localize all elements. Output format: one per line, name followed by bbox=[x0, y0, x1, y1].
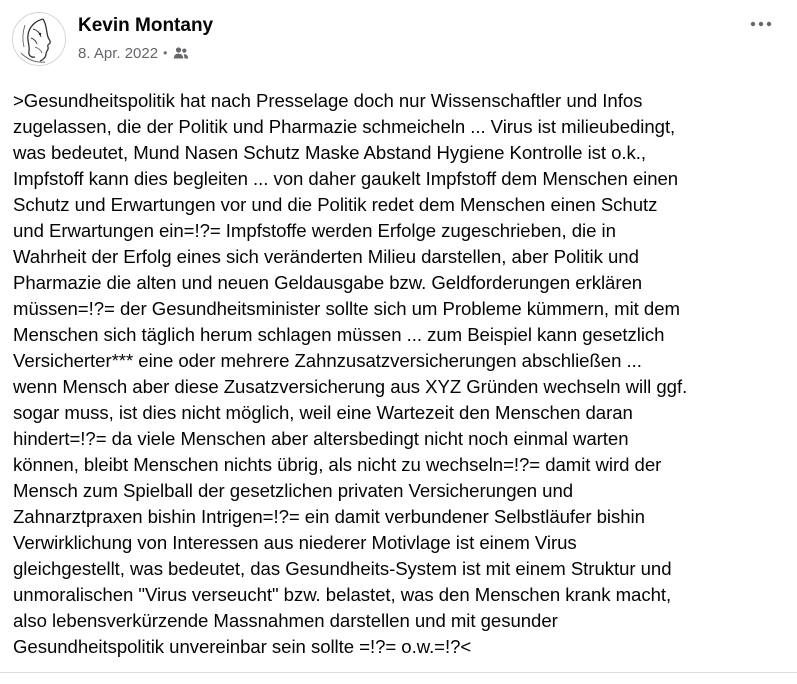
divider bbox=[0, 672, 797, 673]
more-options-button[interactable] bbox=[743, 10, 779, 38]
more-dots-icon bbox=[750, 21, 772, 27]
meta-separator: • bbox=[163, 46, 168, 60]
friends-icon[interactable] bbox=[173, 46, 189, 60]
avatar-sketch-icon bbox=[13, 13, 65, 65]
author-name[interactable]: Kevin Montany bbox=[78, 15, 214, 36]
post-date[interactable]: 8. Apr. 2022 bbox=[78, 44, 159, 62]
post-body-text: >Gesundheitspolitik hat nach Presselage doch nur Wissenschaftler und Infos zugelassen, die der Politik und Pharmazie schmeicheln ... Virus ist milieubedingt, was bedeutet, Mund Nasen Schutz Maske Abstand Hygiene Kontrolle ist o.k., Impfstoff kann dies begleiten ... von daher gaukelt Impfstoff dem Menschen einen Schutz und Erwartungen vor und die Politik redet dem Menschen einen Schutz und Erwartungen ein=!?= Impfstoffe werden Erfolge zugeschrieben, die in Wahrheit der Erfolg eines sich veränderten Milieu darstellen, aber Politik und Pharmazie die alten und neuen Geldausgabe bzw. Geldforderungen erklären müssen=!?= der Gesundheitsminister sollte sich um Probleme kümmern, mit dem Menschen sich täglich herum schlagen müssen ... zum Beispiel kann gesetzlich Versicherter*** eine oder mehrere Zahnzusatzversicherungen abschließen ... wenn Mensch aber diese Zusatzversicherung aus XYZ Gründen wechseln will ggf. sogar muss, ist dies nicht möglich, weil eine Wartezeit den Menschen daran hindert=!?= da viele Menschen aber altersbedingt nicht noch einmal warten können, bleibt Menschen nichts übrig, als nicht zu wechseln=!?= damit wird der Mensch zum Spielball der gesetzlichen privaten Versicherungen und Zahnarztpraxen bishin Intrigen=!?= ein damit verbundener Selbstläufer bishin Verwirklichung von Interessen aus niederer Motivlage ist einem Virus gleichgestellt, was bedeutet, das Gesundheits-System ist mit einem Struktur und unmoralischen "Virus verseucht" bzw. belastet, was den Menschen krank macht, also lebensverkürzende Massnahmen darstellen und mit gesunder Gesundheitspolitik unvereinbar sein sollte =!?= o.w.=!?< bbox=[13, 90, 688, 657]
post-meta bbox=[78, 43, 189, 63]
avatar[interactable] bbox=[12, 12, 66, 66]
